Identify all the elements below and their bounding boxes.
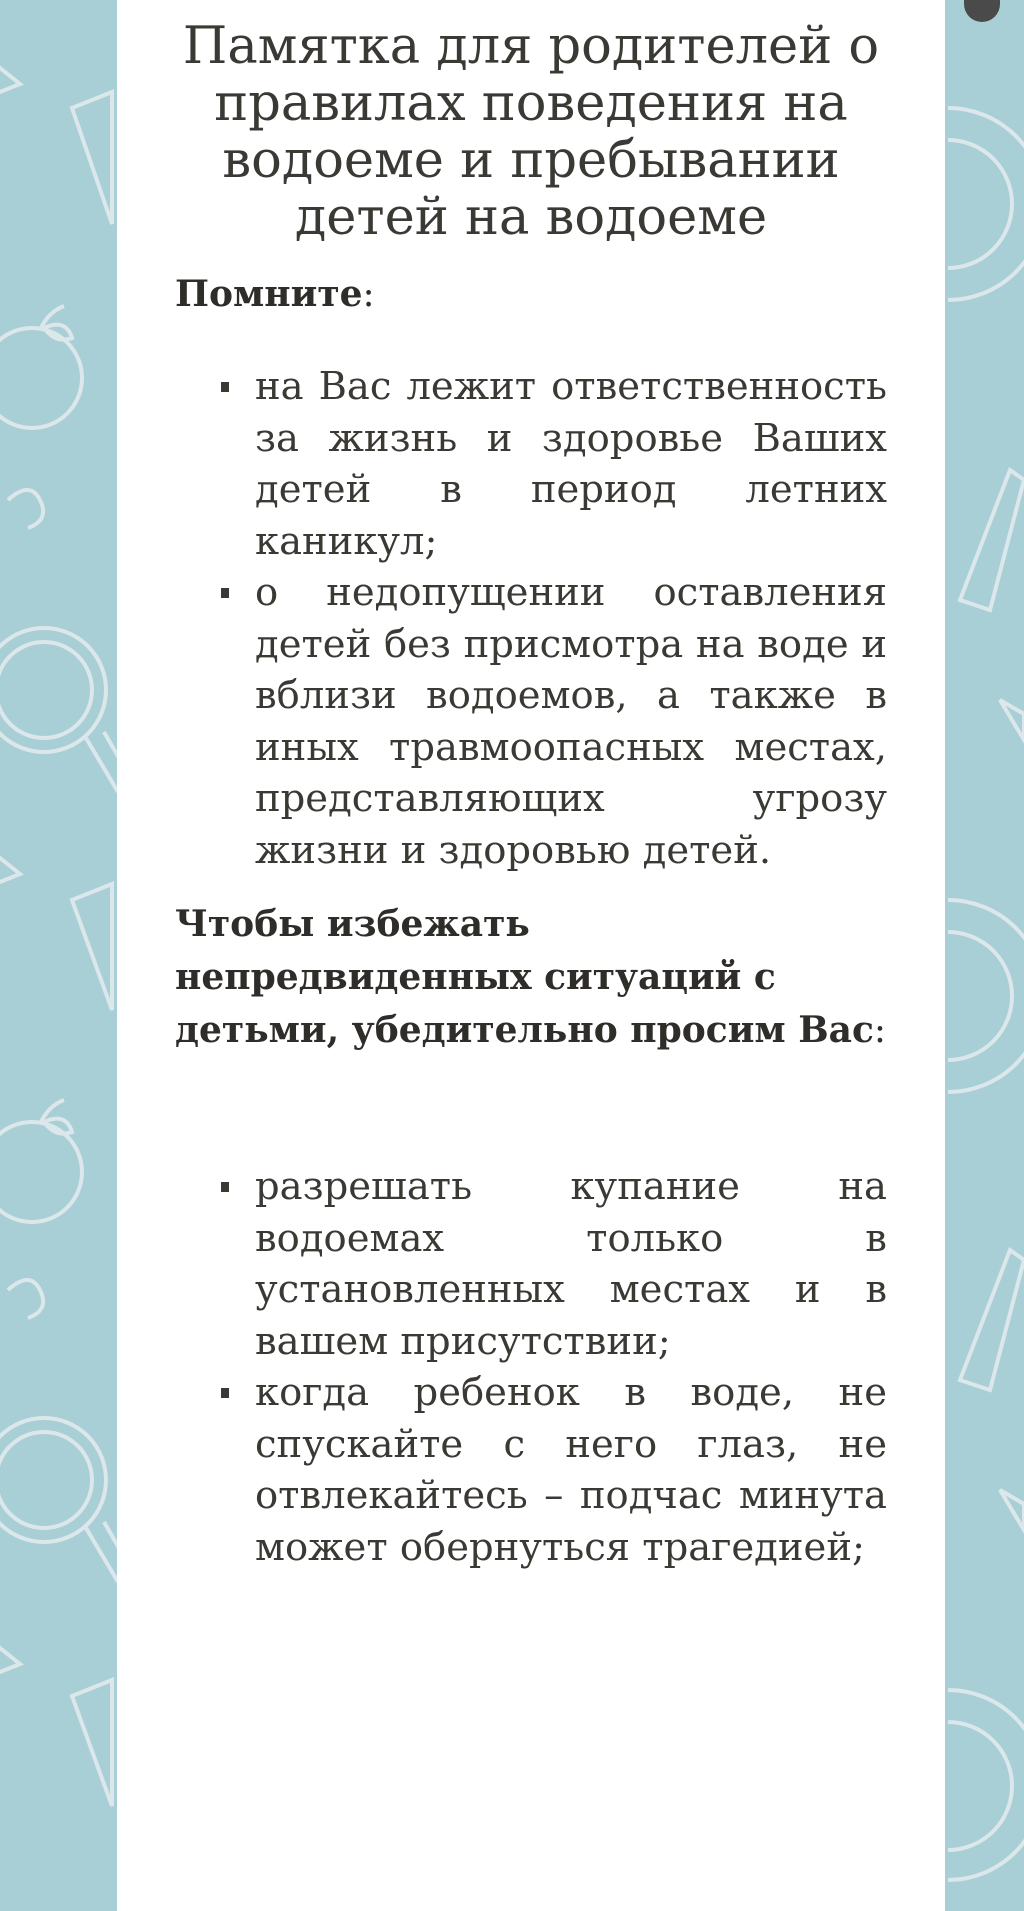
heading-colon: : <box>873 1010 887 1051</box>
list-item <box>255 1161 887 1367</box>
bullet-icon <box>221 382 229 392</box>
list-item <box>255 567 887 876</box>
memo-document <box>117 0 945 1911</box>
bullet-icon <box>221 1388 229 1398</box>
bullet-icon <box>221 1182 229 1192</box>
apple-doodle-icon <box>0 306 82 428</box>
list-item <box>255 1367 887 1573</box>
request-list <box>175 1161 887 1573</box>
list-item-text: о недопущении оставления детей без присмотра на воде и вблизи водоемов, а также в иных травмоопасных местах, представляющих угрозу жизни и здоровью детей. <box>255 570 887 873</box>
list-item-text: когда ребенок в воде, не спускайте с него глаз, не отвлекайтесь – подчас минута может обернуться трагедией; <box>255 1370 887 1570</box>
magnifier-doodle-icon <box>0 628 134 792</box>
section-heading-request <box>175 898 887 1057</box>
bullet-icon <box>221 588 229 598</box>
apple-doodle-icon <box>0 1100 82 1222</box>
list-item-text: на Вас лежит ответственность за жизнь и здоровье Ваших детей в период летних каникул; <box>255 364 887 564</box>
section-heading-remember <box>175 268 887 321</box>
heading-bold-text: Помните <box>175 273 363 315</box>
magnifier-doodle-icon <box>0 1418 134 1582</box>
document-title: Памятка для родителей о правилах поведения на водоеме и пребывании детей на водоеме <box>182 17 880 247</box>
scrollbar-thumb[interactable] <box>964 0 1000 22</box>
list-item-text: разрешать купание на водоемах только в установленных местах и в вашем присутствии; <box>255 1164 887 1364</box>
heading-colon: : <box>362 274 375 315</box>
list-item <box>255 361 887 567</box>
remember-list <box>175 361 887 876</box>
heading-bold-text: Чтобы избежать непредвиденных ситуаций с детьми, убедительно просим Вас <box>175 903 874 1051</box>
